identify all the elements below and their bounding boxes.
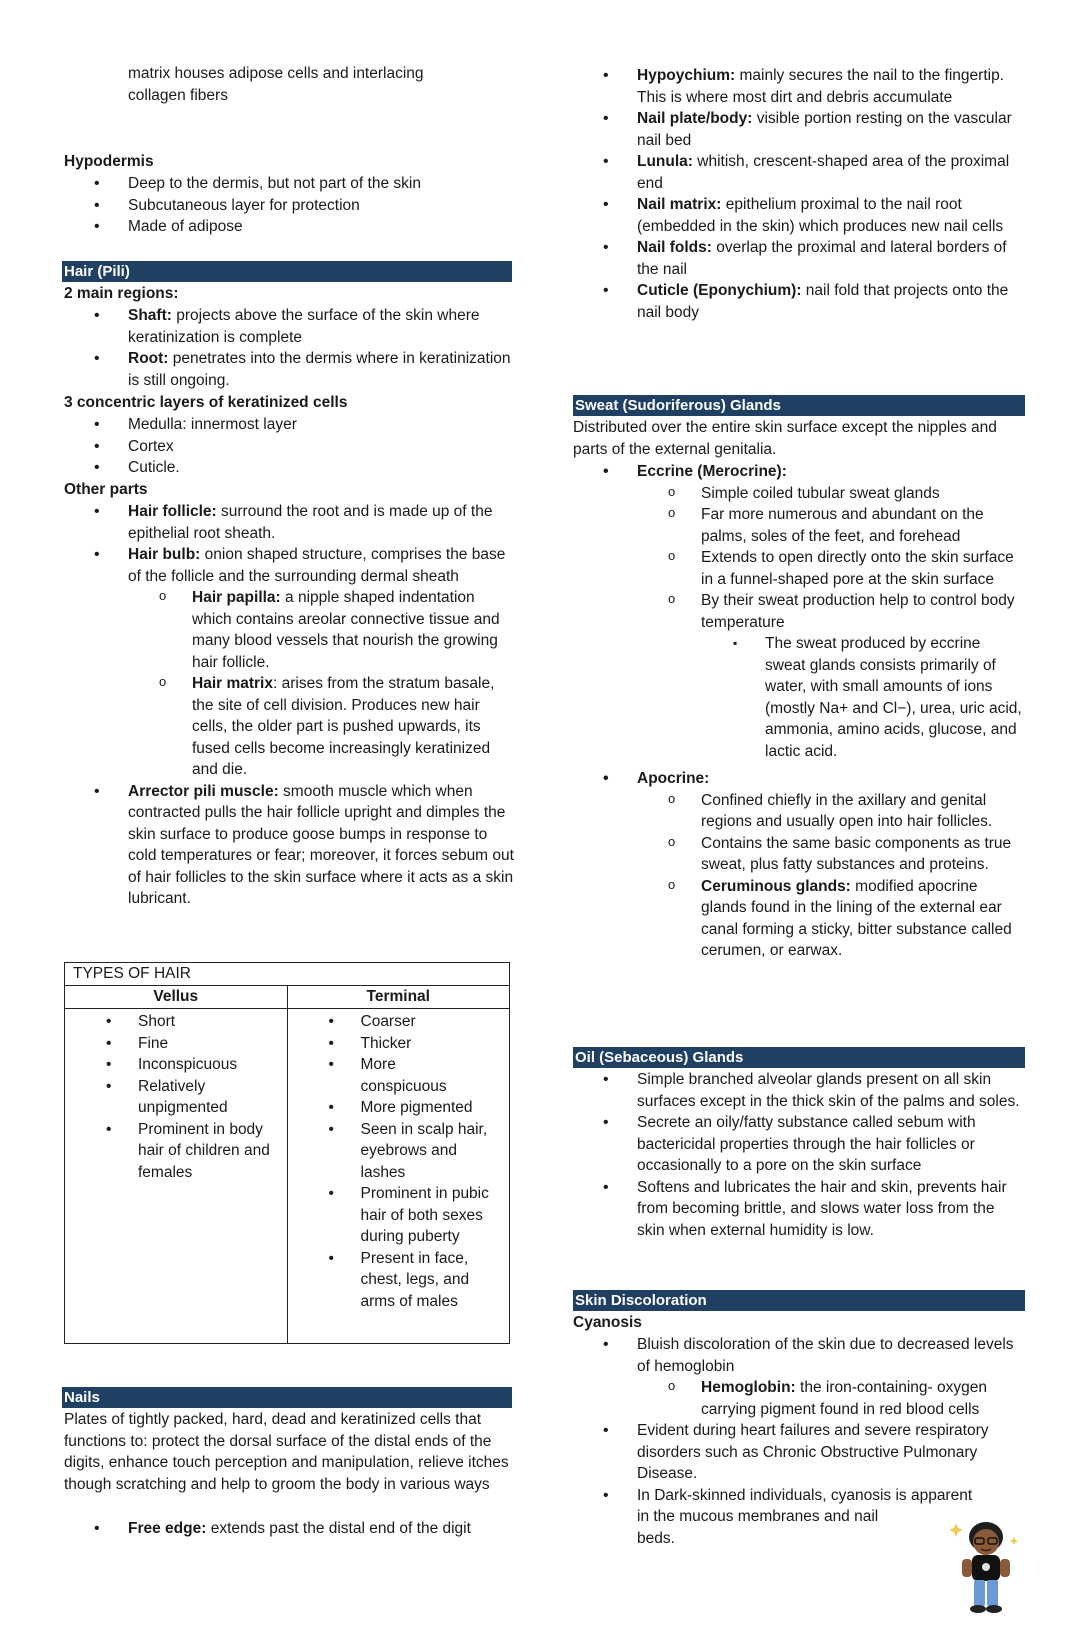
- term: Hair matrix: [192, 675, 273, 692]
- term: Shaft:: [128, 307, 172, 324]
- layers-title: 3 concentric layers of keratinized cells: [64, 394, 348, 411]
- list-item: • Cortex: [64, 436, 514, 458]
- regions-list: [64, 305, 514, 391]
- hypodermis-title: Hypodermis: [64, 153, 154, 170]
- list-item: [573, 1377, 1025, 1420]
- list-item: o Simple coiled tubular sweat glands: [573, 483, 1025, 505]
- cyanosis-title: Cyanosis: [573, 1314, 642, 1331]
- list-item: • Medulla: innermost layer: [64, 414, 514, 436]
- term: Hair papilla:: [192, 589, 281, 606]
- list-item: • Bluish discoloration of the skin due to decreased levels of hemoglobin: [573, 1334, 1025, 1377]
- eccrine-title: • Eccrine (Merocrine):: [573, 461, 1025, 483]
- regions-title: 2 main regions:: [64, 285, 179, 302]
- layers-list: [64, 414, 514, 479]
- list-item: [64, 781, 514, 910]
- term: Hair bulb:: [128, 546, 201, 563]
- other-parts-list: [64, 501, 514, 910]
- terminal-cell: [287, 1009, 510, 1344]
- list-item: • Seen in scalp hair, eyebrows and lashes: [288, 1119, 510, 1184]
- list-item: o Confined chiefly in the axillary and genital regions and usually open into hair follicles.: [573, 790, 1025, 833]
- other-parts-title: Other parts: [64, 481, 148, 498]
- intro-line: matrix houses adipose cells and interlacing: [128, 65, 424, 82]
- list-item: [573, 65, 1025, 108]
- list-item: o Far more numerous and abundant on the palms, soles of the feet, and forehead: [573, 504, 1025, 547]
- hypodermis-list: [64, 173, 514, 238]
- definition: penetrates into the dermis where in keratinization is still ongoing.: [128, 350, 511, 389]
- list-item: [64, 544, 514, 587]
- list-item: [64, 348, 514, 391]
- vellus-cell: [65, 1009, 288, 1344]
- apocrine-title: • Apocrine:: [573, 768, 1025, 790]
- list-item: [573, 194, 1025, 237]
- list-item: [573, 108, 1025, 151]
- definition: a nipple shaped indentation which contains areolar connective tissue and many blood vessels that nourish the growing hair follicle.: [192, 589, 500, 671]
- list-item-line: in the mucous membranes and nail: [637, 1508, 879, 1525]
- definition: whitish, crescent-shaped area of the proximal end: [637, 153, 1010, 192]
- discoloration-section-header: Skin Discoloration: [573, 1290, 1025, 1311]
- nails-list: [64, 1518, 514, 1540]
- term: Cuticle (Eponychium):: [637, 282, 802, 299]
- vellus-header: Vellus: [65, 986, 288, 1009]
- nails-section-header: Nails: [62, 1387, 512, 1408]
- list-item: • Short: [65, 1011, 287, 1033]
- list-item: • Relatively unpigmented: [65, 1076, 287, 1119]
- definition: surround the root and is made up of the epithelial root sheath.: [128, 503, 493, 542]
- list-item: [64, 587, 514, 673]
- definition: nail fold that projects onto the nail body: [637, 282, 1009, 321]
- term: Root:: [128, 350, 169, 367]
- list-item-line: beds.: [637, 1529, 675, 1547]
- term: Arrector pili muscle:: [128, 782, 279, 800]
- definition: : arises from the stratum basale, the site of cell division. Produces new hair cells, the older part is pushed upwards, its fused cells become increasingly keratinized and die.: [192, 675, 495, 778]
- list-item: ▪ The sweat produced by eccrine sweat glands consists primarily of water, with small amounts of ions (mostly Na+ and Cl−), urea, uric acid, ammonia, amino acids, glucose, and lactic acid.: [573, 633, 1025, 762]
- definition: mainly secures the nail to the fingertip. This is where most dirt and debris accumulate: [637, 67, 1004, 106]
- list-item: [573, 280, 1025, 323]
- list-item: [64, 673, 514, 781]
- list-item: • Fine: [65, 1033, 287, 1055]
- list-item: [573, 876, 1025, 962]
- definition: overlap the proximal and lateral borders of the nail: [637, 239, 1007, 278]
- oil-list: [573, 1069, 1025, 1241]
- hair-section-header: Hair (Pili): [62, 261, 512, 282]
- list-item: • Prominent in pubic hair of both sexes during puberty: [288, 1183, 510, 1248]
- oil-section-header: Oil (Sebaceous) Glands: [573, 1047, 1025, 1068]
- term: Lunula:: [637, 153, 693, 170]
- types-of-hair-table: [64, 962, 510, 1344]
- term: Nail matrix:: [637, 196, 722, 213]
- definition: modified apocrine glands found in the lining of the external ear canal forming a sticky, bitter substance called cerumen, or earwax.: [701, 877, 1012, 959]
- nail-parts-list: [573, 65, 1025, 323]
- nails-intro: Plates of tightly packed, hard, dead and keratinized cells that functions to: protect the dorsal surface of the distal ends of the digits, enhance touch perception and manipulation, relieve itches though scratching and help to groom the body in various ways: [64, 1411, 509, 1493]
- term: Ceruminous glands:: [701, 877, 851, 895]
- list-item: • Coarser: [288, 1011, 510, 1033]
- definition: visible portion resting on the vascular nail bed: [637, 110, 1012, 149]
- sweat-intro: Distributed over the entire skin surface except the nipples and parts of the external genitalia.: [573, 419, 997, 458]
- definition: the iron-containing- oxygen carrying pigment found in red blood cells: [701, 1379, 988, 1418]
- list-item: • Prominent in body hair of children and females: [65, 1119, 287, 1184]
- list-item: [64, 501, 514, 544]
- definition: extends past the distal end of the digit: [206, 1520, 471, 1537]
- sweat-list: [573, 461, 1025, 962]
- list-item: • More conspicuous: [288, 1054, 510, 1097]
- term: Hair follicle:: [128, 503, 217, 520]
- list-item: [64, 1518, 514, 1540]
- list-item: • Subcutaneous layer for protection: [64, 195, 514, 217]
- mascot-illustration: [950, 1517, 1022, 1617]
- list-item: [573, 237, 1025, 280]
- list-item: • Evident during heart failures and severe respiratory disorders such as Chronic Obstructive Pulmonary Disease.: [573, 1420, 1025, 1485]
- list-item: • Softens and lubricates the hair and skin, prevents hair from becoming brittle, and slows water loss from the skin when external humidity is low.: [573, 1177, 1025, 1242]
- definition: smooth muscle which when contracted pulls the hair follicle upright and dimples the skin surface to produce goose bumps in response to cold temperatures or fear; moreover, it forces sebum out of hair follicles to the skin surface where it acts as a skin lubricant.: [128, 782, 514, 907]
- dermis-continuation: [64, 63, 514, 106]
- term: Free edge:: [128, 1520, 207, 1537]
- definition: onion shaped structure, comprises the base of the follicle and the surrounding dermal sheath: [128, 546, 506, 585]
- definition: projects above the surface of the skin where keratinization is complete: [128, 307, 480, 346]
- terminal-header: Terminal: [287, 986, 510, 1009]
- sweat-section-header: Sweat (Sudoriferous) Glands: [573, 395, 1025, 416]
- term: Hypoychium:: [637, 67, 736, 84]
- definition: epithelium proximal to the nail root (embedded in the skin) which produces new nail cells: [637, 196, 1004, 235]
- list-item: • Present in face, chest, legs, and arms of males: [288, 1248, 510, 1313]
- list-item: • Thicker: [288, 1033, 510, 1055]
- list-item: • Simple branched alveolar glands present on all skin surfaces except in the thick skin of the palms and soles.: [573, 1069, 1025, 1112]
- list-item: [573, 151, 1025, 194]
- list-item: o Contains the same basic components as true sweat, plus fatty substances and proteins.: [573, 833, 1025, 876]
- term: Hemoglobin:: [701, 1379, 796, 1396]
- list-item-line: • In Dark-skinned individuals, cyanosis is apparent: [637, 1486, 973, 1504]
- list-item: • Deep to the dermis, but not part of the skin: [64, 173, 514, 195]
- table-caption: TYPES OF HAIR: [65, 963, 510, 986]
- term: Nail plate/body:: [637, 110, 753, 127]
- list-item: • More pigmented: [288, 1097, 510, 1119]
- list-item: o Extends to open directly onto the skin surface in a funnel-shaped pore at the skin surface: [573, 547, 1025, 590]
- list-item: • Secrete an oily/fatty substance called sebum with bactericidal properties through the hair follicles or occasionally to a pore on the skin surface: [573, 1112, 1025, 1177]
- list-item: • Inconspicuous: [65, 1054, 287, 1076]
- term: Nail folds:: [637, 239, 712, 256]
- list-item: [64, 305, 514, 348]
- list-item: o By their sweat production help to control body temperature: [573, 590, 1025, 633]
- list-item: • Cuticle.: [64, 457, 514, 479]
- intro-line: collagen fibers: [128, 86, 228, 104]
- list-item: • Made of adipose: [64, 216, 514, 238]
